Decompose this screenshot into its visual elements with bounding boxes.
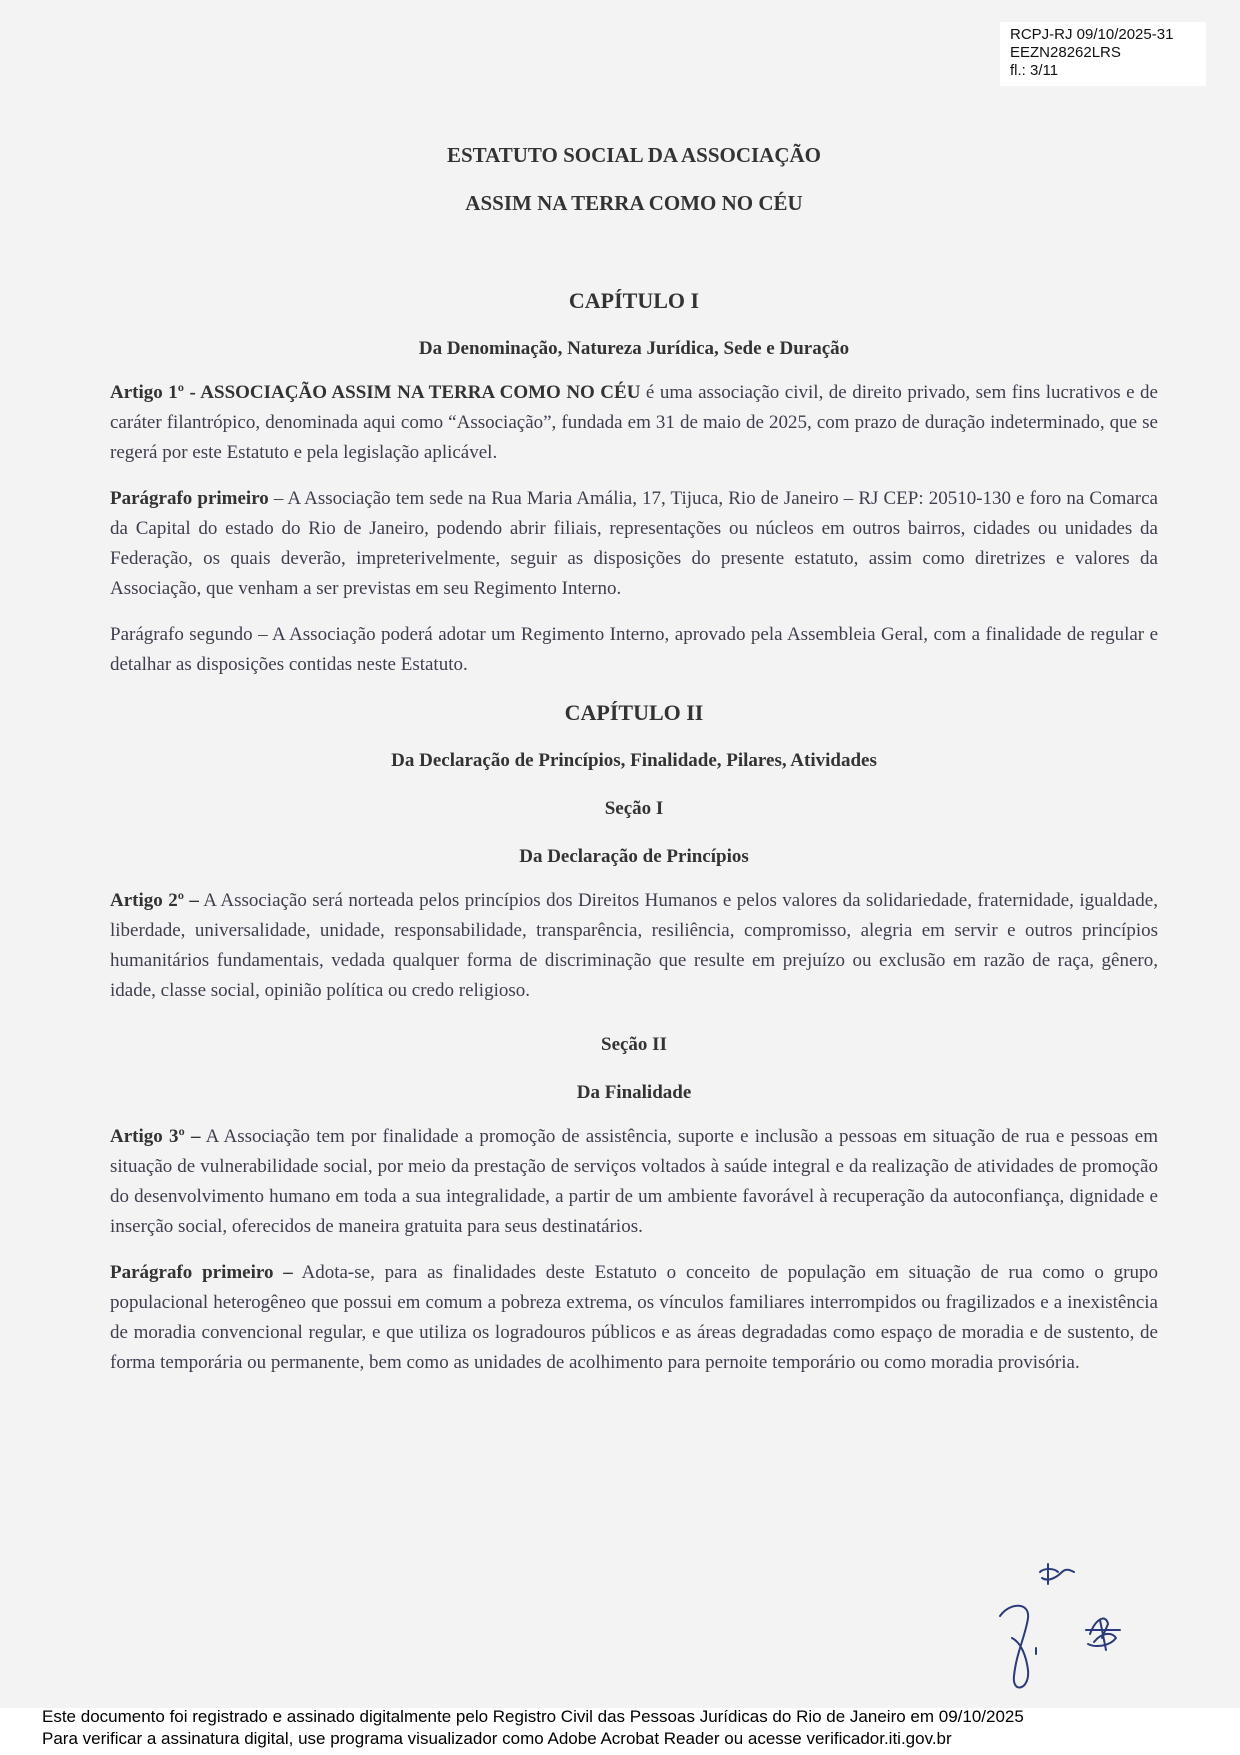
paragraph-text: – A Associação tem sede na Rua Maria Amália, 17, Tijuca, Rio de Janeiro – RJ CEP: 20510-130 e foro na Comarca da Capital do estado do Rio de Janeiro, podendo abrir filiais, representações ou núcleos em outros bairros, cidades ou unidades da Federação, os quais deverão, impreterivelmente, seguir as disposições do presente estatuto, assim como diretrizes e valores da Associação, que venham a ser previstas em seu Regimento Interno.	[110, 488, 1158, 599]
stamp-folio: fl.: 3/11	[1010, 62, 1059, 79]
article-1	[110, 378, 1158, 468]
article-2	[110, 886, 1158, 1006]
article-3	[110, 1122, 1158, 1242]
initials-mark-1	[1040, 1564, 1074, 1584]
section-2-subheading: Da Finalidade	[576, 1082, 692, 1103]
article-1-text: é uma associação civil, de direito privado, sem fins lucrativos e de caráter filantrópico, denominada aqui como “Associação”, fundada em 31 de maio de 2025, com prazo de duração indeterminado, que se regerá por este Estatuto e pela legislação aplicável.	[110, 382, 1158, 463]
document-body	[110, 140, 1158, 1378]
document-title-line1: ESTATUTO SOCIAL DA ASSOCIAÇÃO	[446, 143, 822, 167]
article-3-label: Artigo 3º –	[110, 1126, 201, 1147]
article-1-paragraph-2: Parágrafo segundo – A Associação poderá adotar um Regimento Interno, aprovado pela Assembleia Geral, com a finalidade de regular e detalhar as disposições contidas neste Estatuto.	[110, 624, 1158, 675]
article-2-text: A Associação será norteada pelos princípios dos Direitos Humanos e pelos valores da solidariedade, fraternidade, igualdade, liberdade, universalidade, unidade, responsabilidade, transparência, resiliência, compromisso, alegria em servir e outros princípios humanitários fundamentais, vedada qualquer forma de discriminação que resulte em prejuízo ou exclusão em razão de raça, gênero, idade, classe social, opinião política ou credo religioso.	[110, 890, 1158, 1001]
document-title-line2: ASSIM NA TERRA COMO NO CÉU	[465, 191, 803, 215]
paragraph-text: Adota-se, para as finalidades deste Estatuto o conceito de população em situação de rua como o grupo populacional heterogêneo que possui em comum a pobreza extrema, os vínculos familiares interrompidos ou fragilizados e a inexistência de moradia convencional regular, e que utiliza os logradouros públicos e as áreas degradadas como espaço de moradia e de sustento, de forma temporária ou permanente, bem como as unidades de acolhimento para pernoite temporário ou como moradia provisória.	[110, 1262, 1158, 1373]
registry-stamp	[1000, 22, 1206, 86]
section-1-heading: Seção I	[604, 798, 664, 819]
article-2-label: Artigo 2º –	[110, 890, 199, 911]
article-3-text: A Associação tem por finalidade a promoção de assistência, suporte e inclusão a pessoas em situação de rua e pessoas em situação de vulnerabilidade social, por meio da prestação de serviços voltados à saúde integral e da realização de atividades de promoção do desenvolvimento humano em toda a sua integralidade, a partir de um ambiente favorável à recuperação da autoconfiança, dignidade e inserção social, oferecidos de maneira gratuita para seus destinatários.	[110, 1126, 1158, 1237]
chapter-2-heading: CAPÍTULO II	[564, 700, 704, 725]
footer-registration-note: Este documento foi registrado e assinado digitalmente pelo Registro Civil das Pessoas Jurídicas do Rio de Janeiro em 09/10/2025	[42, 1707, 1024, 1726]
paragraph-label: Parágrafo primeiro	[110, 488, 269, 509]
chapter-2-subheading: Da Declaração de Princípios, Finalidade, Pilares, Atividades	[391, 750, 877, 771]
initials-mark-2	[1086, 1619, 1120, 1650]
article-1-paragraph-1	[110, 484, 1158, 604]
article-1-label: Artigo 1º - ASSOCIAÇÃO ASSIM NA TERRA COMO NO CÉU	[110, 382, 641, 403]
stamp-registry-date: RCPJ-RJ 09/10/2025-31	[1010, 26, 1174, 43]
paragraph-label: Parágrafo primeiro –	[110, 1262, 293, 1283]
section-1-subheading: Da Declaração de Princípios	[519, 846, 749, 867]
footer-verification-note: Para verificar a assinatura digital, use programa visualizador como Adobe Acrobat Reader ou acesse verificador.iti.gov.br	[42, 1729, 952, 1748]
chapter-1-heading: CAPÍTULO I	[568, 288, 700, 313]
section-2-heading: Seção II	[601, 1034, 667, 1055]
digital-signature-footer	[42, 1706, 1222, 1750]
article-3-paragraph-1	[110, 1258, 1158, 1378]
stamp-code: EEZN28262LRS	[1010, 44, 1121, 61]
signature-stroke-1	[1000, 1606, 1028, 1688]
chapter-1-subheading: Da Denominação, Natureza Jurídica, Sede e Duração	[418, 338, 850, 359]
handwritten-signatures	[990, 1558, 1150, 1698]
